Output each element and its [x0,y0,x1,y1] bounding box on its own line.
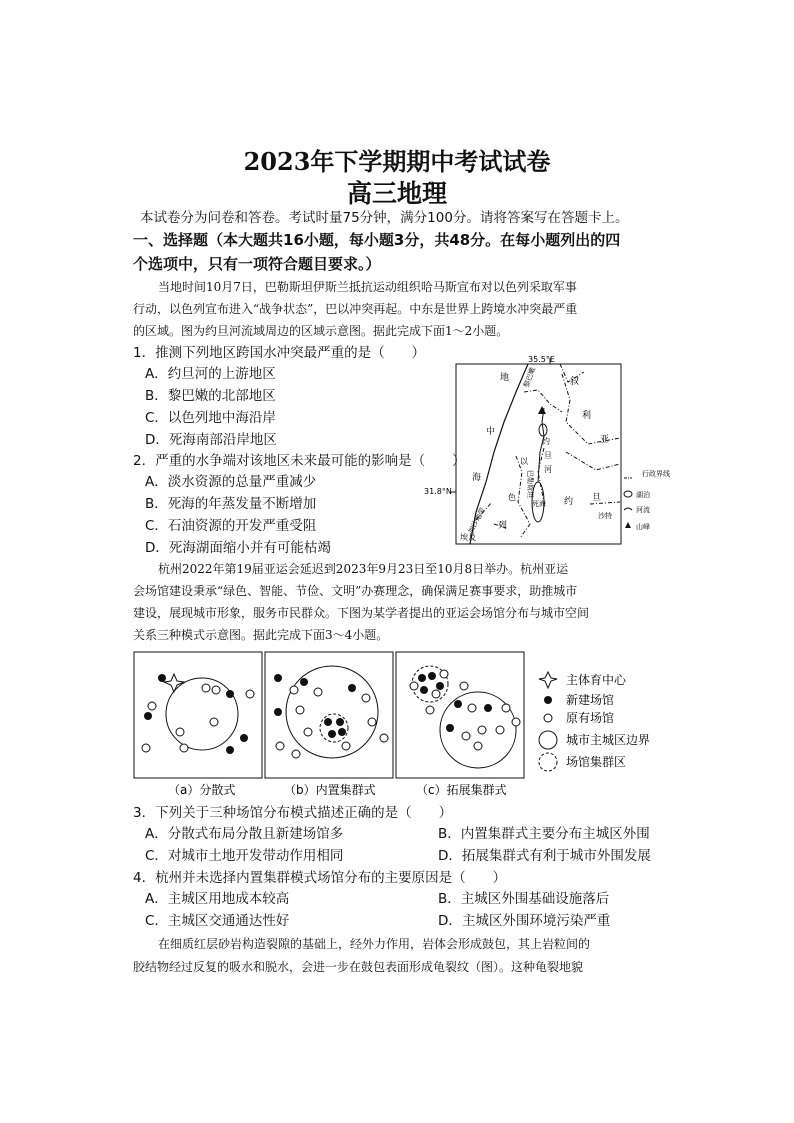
svg-text:中: 中 [486,427,496,437]
q1-option-c: C．以色列地中海沿岸 [145,410,276,426]
q4-stem: 4．杭州并未选择内置集群模式场馆分布的主要原因是（ ） [133,870,507,886]
q2-option-d: D．死海湖面缩小并有可能枯竭 [145,540,331,556]
q4-option-c: C．主城区交通通达性好 [145,913,290,929]
svg-text:山峰: 山峰 [636,523,650,531]
q1-option-b: B．黎巴嫩的北部地区 [145,388,276,404]
passage1-line2: 行动，以色列宣布进入“战争状态”，巴以冲突再起。中东是世界上跨境水冲突最严重 [133,302,578,316]
lebanon-label: 黎巴嫩 [522,366,538,389]
svg-text:色: 色 [508,493,516,502]
svg-text:河流: 河流 [636,506,650,514]
map-top-coord: 35.5°E [528,355,555,364]
map-left-coord: 31.8°N [424,487,452,496]
q3-option-a: A．分散式布局分散且新建场馆多 [145,826,344,842]
svg-text:亚: 亚 [600,435,610,445]
q3-option-d: D．拓展集群式有利于城市外围发展 [438,848,651,864]
q2-option-b: B．死海的年蒸发量不断增加 [145,496,317,512]
jordan-river-map [420,352,670,548]
q1-stem: 1．推测下列地区跨国水冲突最严重的是（ ） [133,345,426,361]
q1-option-a: A．约旦河的上游地区 [145,366,276,382]
passage3-line1: 在细质红层砂岩构造裂隙的基础上，经外力作用，岩体会形成鼓包，其上岩粒间的 [158,937,591,951]
q1-option-d: D．死海南部沿岸地区 [145,432,277,448]
passage2-line3: 建设，展现城市形象，服务市民群众。下图为某学者提出的亚运会场馆分布与城市空间 [133,606,590,620]
legend-urban-boundary: 城市主城区边界 [566,733,651,747]
svg-text:地: 地 [500,373,510,383]
q2-stem: 2．严重的水争端对该地区未来最可能的影响是（ ） [133,453,466,469]
passage3-line2: 胶结物经过反复的吸水和脱水，会进一步在鼓包表面形成龟裂纹（图）。这种龟裂地貌 [133,960,584,974]
legend-existing-venue: 原有场馆 [566,711,615,725]
section-heading-line2: 个选项中，只有一项符合题目要求。） [133,255,381,273]
svg-text:利: 利 [582,411,592,421]
q4-option-b: B．主城区外围基础设施落后 [438,891,610,907]
svg-text:海: 海 [472,473,482,483]
passage2-line4: 关系三种模式示意图。据此完成下面3～4小题。 [133,628,389,642]
passage2-line1: 杭州2022年第19届亚运会延迟到2023年9月23日至10月8日举办。杭州亚运 [158,562,569,576]
svg-text:以: 以 [520,457,528,466]
svg-text:行政界线: 行政界线 [642,470,670,478]
svg-text:埃及: 埃及 [460,533,476,542]
exam-subtitle: 高三地理 [346,179,447,208]
passage2-line2: 会场馆建设秉承“绿色、智能、节俭、文明”办赛理念，确保满足赛事要求，助推城市 [133,584,578,598]
passage1-line1: 当地时间10月7日，巴勒斯坦伊斯兰抵抗运动组织哈马斯宣布对以色列采取军事 [158,280,577,294]
svg-text:湖泊: 湖泊 [636,491,650,499]
passage1-line3: 的区域。图为约旦河流域周边的区域示意图。据此完成下面1～2小题。 [133,324,509,338]
exam-title: 2023年下学期期中考试试卷 [243,147,551,176]
caption-c: （c）拓展集群式 [416,783,507,797]
svg-text:旦: 旦 [544,451,552,460]
svg-text:河: 河 [544,465,552,474]
q2-option-a: A．淡水资源的总量严重减少 [145,474,317,490]
legend-main-center: 主体育中心 [566,673,627,687]
q4-option-d: D．主城区外围环境污染严重 [438,913,611,929]
caption-a: （a）分散式 [168,783,236,797]
venue-distribution-diagram [132,650,672,800]
svg-text:沙特: 沙特 [598,512,612,520]
section-heading-line1: 一、选择题（本大题共16小题，每小题3分，共48分。在每小题列出的四 [133,231,621,249]
q3-option-b: B．内置集群式主要分布主城区外围 [438,826,650,842]
q3-stem: 3．下列关于三种场馆分布模式描述正确的是（ ） [133,805,453,821]
intro-text: 本试卷分为问卷和答卷。考试时量75分钟，满分100分。请将答案写在答题卡上。 [140,210,629,226]
svg-text:约: 约 [564,497,574,507]
legend-cluster-area: 场馆集群区 [566,755,627,769]
svg-text:加沙地带: 加沙地带 [466,506,487,535]
svg-text:约: 约 [542,437,550,446]
svg-text:旦: 旦 [592,493,602,503]
q3-option-c: C．对城市土地开发带动作用相同 [145,848,344,864]
svg-text:叙: 叙 [570,377,580,387]
q2-option-c: C．石油资源的开发严重受阻 [145,518,317,534]
q4-option-a: A．主城区用地成本较高 [145,891,290,907]
svg-text:列: 列 [498,521,508,531]
svg-text:死海: 死海 [532,500,546,508]
caption-b: （b）内置集群式 [284,783,376,797]
legend-new-venue: 新建场馆 [566,693,615,707]
svg-text:巴勒斯坦: 巴勒斯坦 [526,470,534,498]
